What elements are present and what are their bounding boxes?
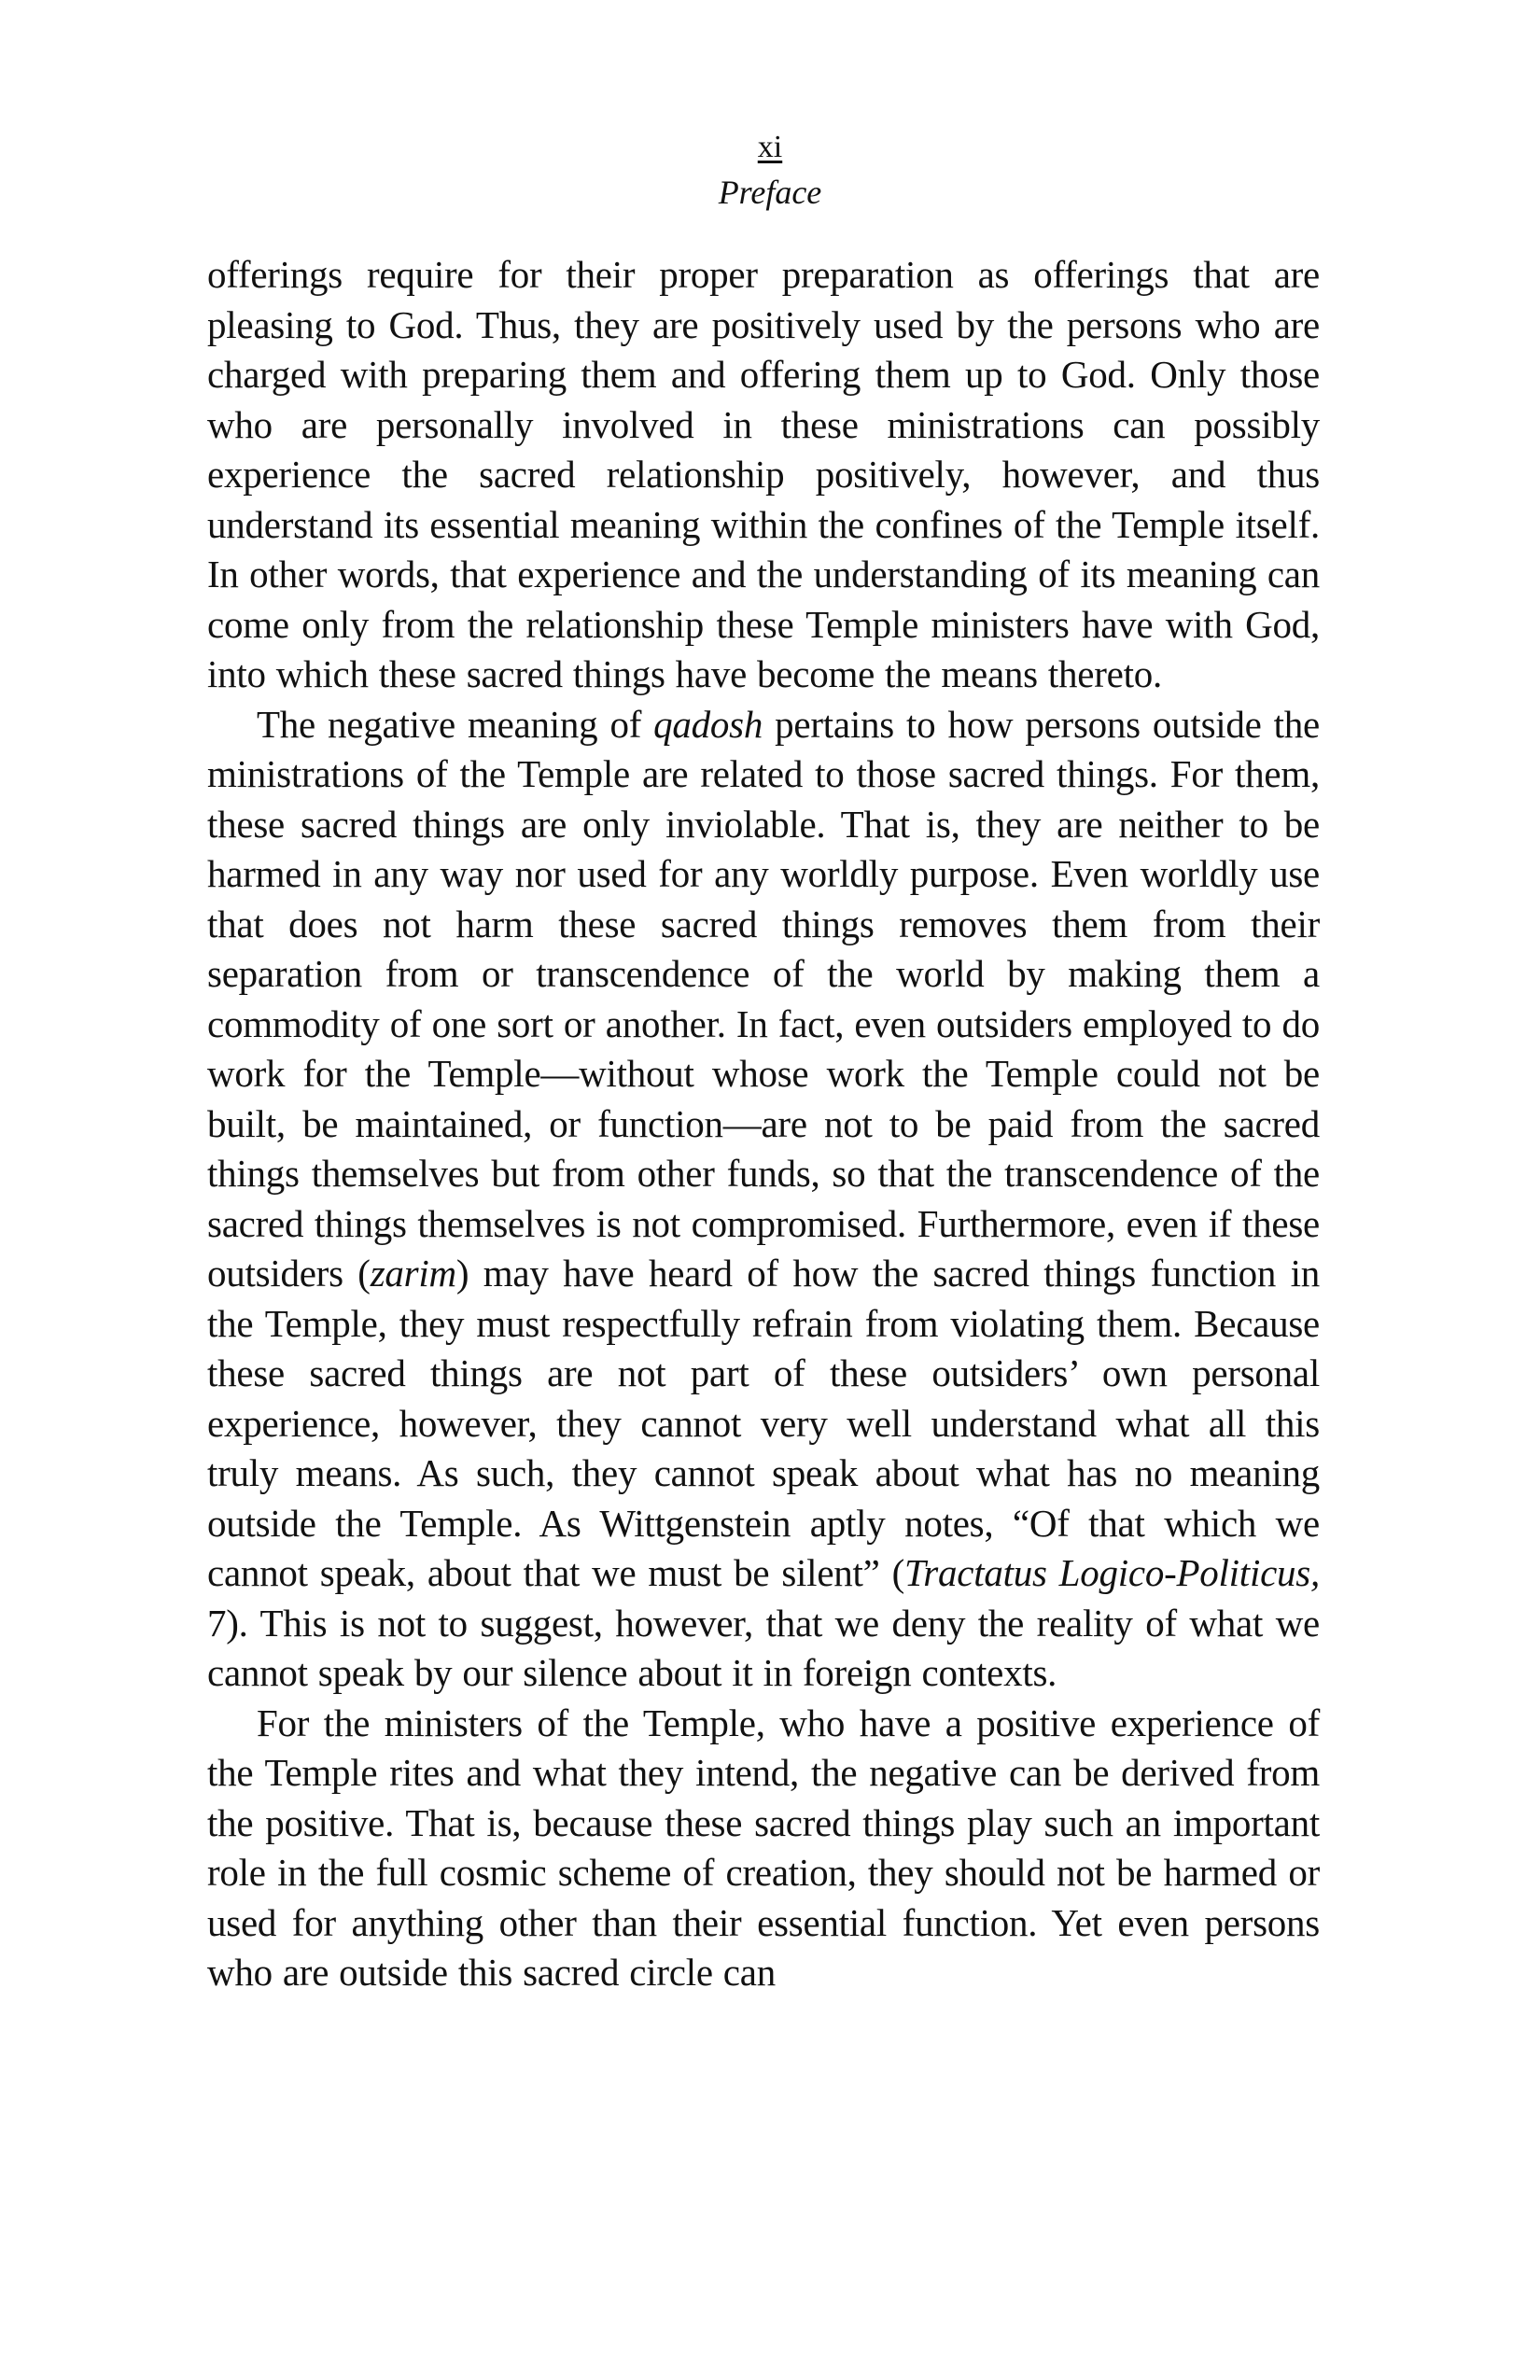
paragraph (207, 250, 1320, 700)
text-run: pertains to how persons outside the ministrations of the Temple are related to those sacred things. For them, these sacred things are only inviolable. That is, they are neither to be harmed in any way nor used for any worldly purpose. Even worldly use that does not harm these sacred things removes them from their separation from or transcendence of the world by making them a commodity of one sort or another. In fact, even outsiders employed to do work for the Temple—without whose work the Temple could not be built, be maintained, or function—are not to be paid from the sacred things themselves but from other funds, so that the transcendence of the sacred things themselves is not compromised. Furthermore, even if these outsiders ( (207, 702, 1320, 1295)
text-run: ) may have heard of how the sacred things function in the Temple, they must respectfully refrain from violating them. Because these sacred things are not part of these outsiders’ own personal experience, however, they cannot very well understand what all this truly means. As such, they cannot speak about what has no meaning outside the Temple. As Wittgenstein aptly notes, “Of that which we cannot speak, about that we must be silent” ( (207, 1252, 1320, 1594)
italic-term-qadosh: qadosh (653, 702, 763, 746)
page-number: xi (757, 130, 783, 164)
text-run: 7). This is not to suggest, however, that we deny the reality of what we cannot speak by our silence about it in foreign contexts. (207, 1601, 1320, 1694)
body-text (207, 250, 1320, 1998)
running-head-title: Preface (718, 174, 822, 211)
paragraph (207, 700, 1320, 1699)
text-run: For the ministers of the Temple, who have a positive experience of the Temple rites and what they intend, the negative can be derived from the positive. That is, because these sacred things play such an important role in the full cosmic scheme of creation, they should not be harmed or used for anything other than their essential function. Yet even persons who are outside this sacred circle can (207, 1701, 1320, 1994)
text-run: The negative meaning of (257, 702, 654, 746)
paragraph (207, 1699, 1320, 1998)
italic-book-title: Tractatus Logico-Politicus, (904, 1551, 1320, 1594)
text-run: offerings require for their proper preparation as offerings that are pleasing to God. Thus, they are positively used by the persons who are charged with preparing them and offering them up to God. Only those who are personally involved in these ministrations can possibly experience the sacred relationship positively, however, and thus understand its essential meaning within the confines of the Temple itself. In other words, that experience and the understanding of its meaning can come only from the relationship these Temple ministers have with God, into which these sacred things have become the means thereto. (207, 253, 1320, 695)
italic-term-zarim: zarim (370, 1252, 456, 1295)
